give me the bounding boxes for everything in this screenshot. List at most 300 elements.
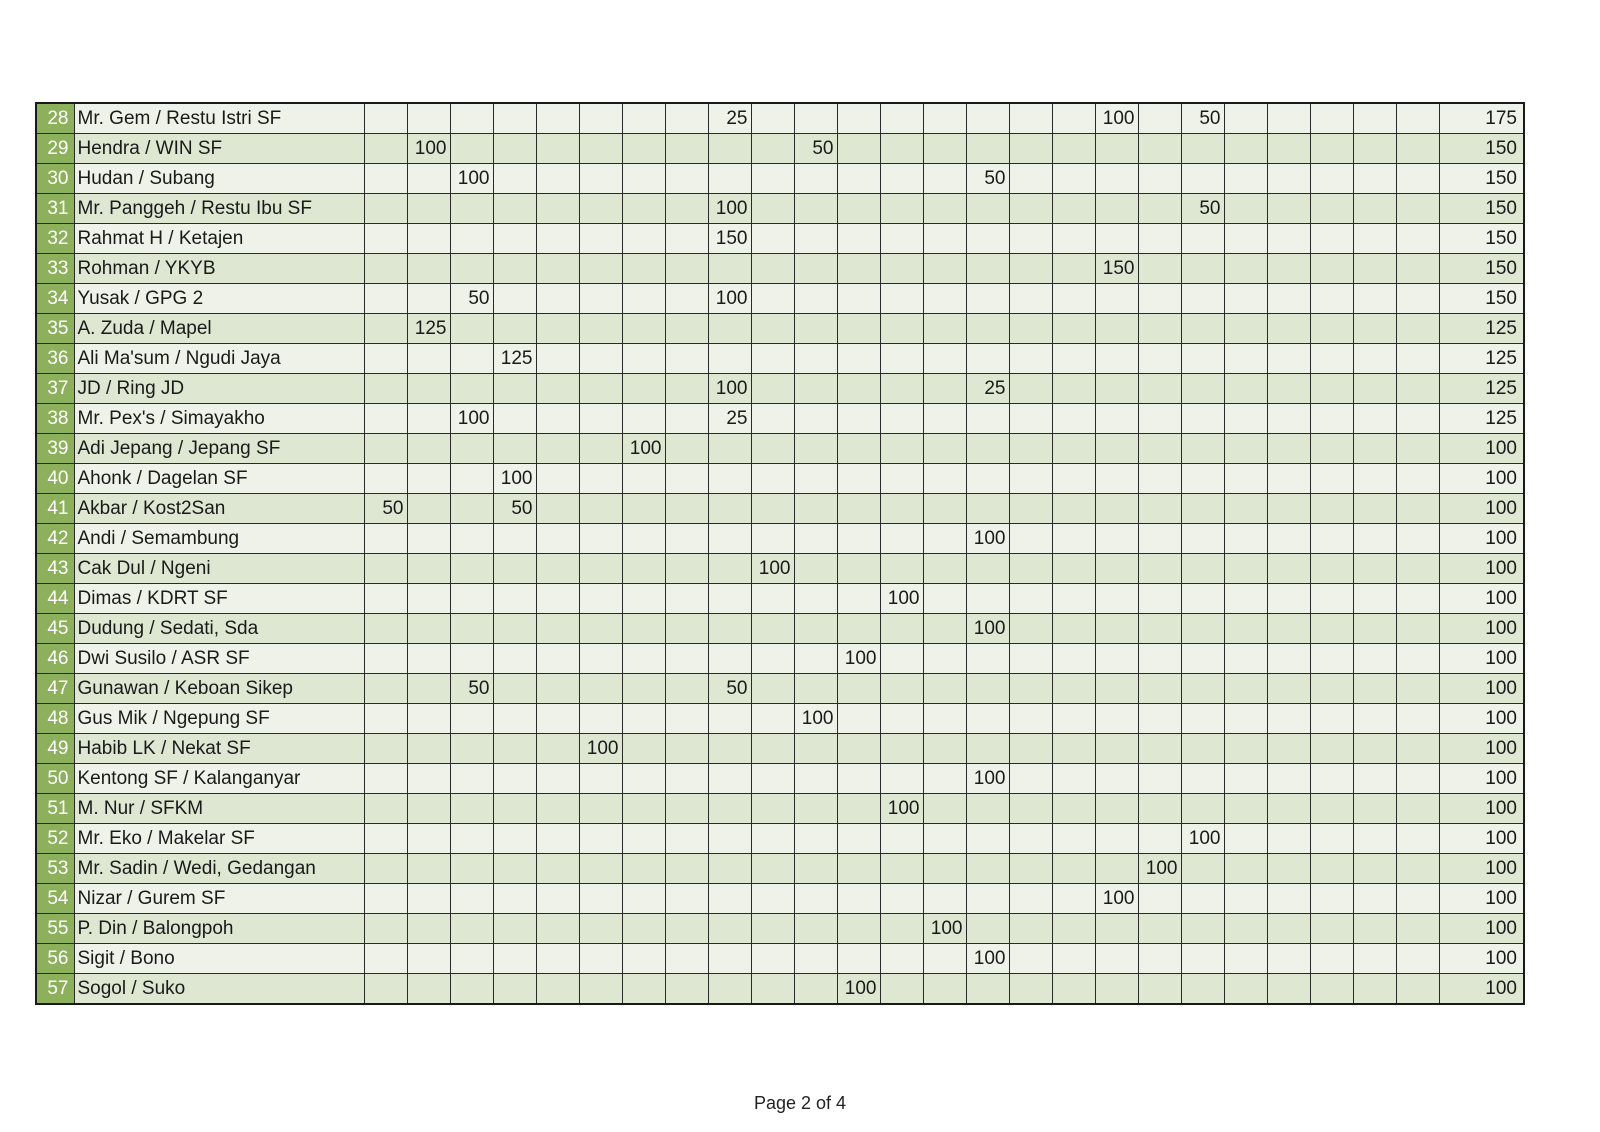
score-cell [1181, 224, 1224, 254]
score-cell [966, 734, 1009, 764]
score-cell [1267, 374, 1310, 404]
score-cell [1353, 224, 1396, 254]
score-cell [794, 824, 837, 854]
score-cell [1052, 404, 1095, 434]
rank-number: 53 [36, 854, 74, 884]
score-cell [1052, 944, 1095, 974]
score-cell [1095, 764, 1138, 794]
score-cell [579, 194, 622, 224]
score-cell [966, 344, 1009, 374]
score-cell [1224, 854, 1267, 884]
total-score: 100 [1439, 494, 1524, 524]
score-cell [880, 404, 923, 434]
table-row [36, 704, 1524, 734]
score-cell: 50 [708, 674, 751, 704]
score-cell [536, 404, 579, 434]
score-cell [1009, 224, 1052, 254]
score-cell [364, 344, 407, 374]
score-cell: 50 [1181, 103, 1224, 134]
score-cell [364, 584, 407, 614]
score-cell [1052, 134, 1095, 164]
participant-name: Dimas / KDRT SF [74, 584, 364, 614]
score-cell [794, 884, 837, 914]
score-cell [1310, 374, 1353, 404]
score-cell [665, 794, 708, 824]
score-cell [536, 584, 579, 614]
score-cell [1224, 794, 1267, 824]
score-cell [751, 464, 794, 494]
score-cell [1181, 644, 1224, 674]
table-row [36, 194, 1524, 224]
score-cell [450, 254, 493, 284]
score-cell [407, 674, 450, 704]
score-cell [1224, 374, 1267, 404]
score-cell [1310, 103, 1353, 134]
score-cell [364, 464, 407, 494]
score-cell [880, 254, 923, 284]
score-cell [1396, 374, 1439, 404]
score-cell [923, 434, 966, 464]
score-cell [751, 134, 794, 164]
total-score: 100 [1439, 854, 1524, 884]
score-cell [923, 854, 966, 884]
score-cell [622, 854, 665, 884]
table-row [36, 134, 1524, 164]
score-cell [794, 224, 837, 254]
participant-name: Kentong SF / Kalanganyar [74, 764, 364, 794]
score-cell [1009, 254, 1052, 284]
score-cell [1396, 464, 1439, 494]
score-cell [579, 554, 622, 584]
score-cell [364, 734, 407, 764]
score-cell [794, 164, 837, 194]
score-cell [794, 974, 837, 1005]
score-cell [880, 284, 923, 314]
score-cell [450, 103, 493, 134]
score-cell [536, 524, 579, 554]
score-cell [579, 284, 622, 314]
score-cell [966, 704, 1009, 734]
score-cell [665, 644, 708, 674]
score-cell [794, 944, 837, 974]
score-cell [1138, 103, 1181, 134]
score-cell [407, 224, 450, 254]
table-row [36, 734, 1524, 764]
score-cell: 50 [794, 134, 837, 164]
score-cell [1310, 494, 1353, 524]
score-cell [1267, 224, 1310, 254]
score-cell [1310, 464, 1353, 494]
score-cell [1396, 704, 1439, 734]
score-cell [450, 944, 493, 974]
score-cell [794, 284, 837, 314]
score-cell [1095, 674, 1138, 704]
score-cell [450, 974, 493, 1005]
score-cell [708, 944, 751, 974]
score-cell [837, 434, 880, 464]
score-cell [1396, 884, 1439, 914]
score-cell: 100 [966, 764, 1009, 794]
score-cell [407, 914, 450, 944]
score-cell [1138, 164, 1181, 194]
score-cell [1138, 464, 1181, 494]
score-cell [407, 824, 450, 854]
score-cell [1009, 464, 1052, 494]
score-cell [1009, 404, 1052, 434]
rank-number: 30 [36, 164, 74, 194]
score-cell [665, 284, 708, 314]
score-cell [364, 644, 407, 674]
score-cell [880, 224, 923, 254]
score-cell [622, 974, 665, 1005]
score-cell: 100 [493, 464, 536, 494]
score-cell [1181, 524, 1224, 554]
score-cell [1353, 134, 1396, 164]
score-cell [1009, 674, 1052, 704]
score-cell [1267, 164, 1310, 194]
score-cell [837, 103, 880, 134]
participant-name: Hudan / Subang [74, 164, 364, 194]
score-cell [665, 884, 708, 914]
score-cell [407, 554, 450, 584]
score-cell [536, 794, 579, 824]
score-cell [622, 224, 665, 254]
total-score: 150 [1439, 224, 1524, 254]
table-row [36, 314, 1524, 344]
score-cell [794, 494, 837, 524]
score-cell [407, 884, 450, 914]
score-cell [450, 134, 493, 164]
score-cell [579, 464, 622, 494]
score-cell [1353, 494, 1396, 524]
score-cell: 25 [708, 404, 751, 434]
score-cell [1224, 194, 1267, 224]
score-cell [665, 103, 708, 134]
score-cell [880, 194, 923, 224]
score-cell [1353, 854, 1396, 884]
score-cell: 25 [966, 374, 1009, 404]
score-cell [407, 194, 450, 224]
score-cell [966, 284, 1009, 314]
score-cell [579, 254, 622, 284]
score-cell [1052, 704, 1095, 734]
score-cell [364, 974, 407, 1005]
score-cell [579, 344, 622, 374]
score-cell [1267, 794, 1310, 824]
score-cell [493, 614, 536, 644]
participant-name: Adi Jepang / Jepang SF [74, 434, 364, 464]
score-cell [837, 404, 880, 434]
score-cell [923, 794, 966, 824]
score-cell [966, 464, 1009, 494]
score-cell [1353, 554, 1396, 584]
score-cell: 100 [794, 704, 837, 734]
score-cell [364, 404, 407, 434]
score-cell [751, 164, 794, 194]
score-cell [1224, 584, 1267, 614]
total-score: 175 [1439, 103, 1524, 134]
rank-number: 28 [36, 103, 74, 134]
score-cell [880, 764, 923, 794]
score-cell [1267, 464, 1310, 494]
score-cell [1181, 764, 1224, 794]
score-cell [536, 674, 579, 704]
score-cell [364, 704, 407, 734]
score-cell [880, 674, 923, 704]
score-cell [837, 674, 880, 704]
score-cell [1009, 734, 1052, 764]
score-cell [493, 103, 536, 134]
score-cell [622, 824, 665, 854]
table-row [36, 584, 1524, 614]
score-cell [1052, 254, 1095, 284]
score-cell [1310, 794, 1353, 824]
rank-number: 42 [36, 524, 74, 554]
score-cell [364, 224, 407, 254]
score-cell [1396, 944, 1439, 974]
total-score: 150 [1439, 254, 1524, 284]
score-cell [665, 134, 708, 164]
score-cell [1353, 314, 1396, 344]
score-cell [1224, 974, 1267, 1005]
score-cell [1095, 584, 1138, 614]
score-cell [364, 794, 407, 824]
score-cell [665, 404, 708, 434]
score-cell [493, 854, 536, 884]
score-cell [837, 464, 880, 494]
total-score: 100 [1439, 584, 1524, 614]
score-cell [407, 944, 450, 974]
score-cell [1353, 103, 1396, 134]
score-cell [966, 134, 1009, 164]
score-cell [1396, 764, 1439, 794]
score-cell [1052, 194, 1095, 224]
score-cell: 100 [708, 374, 751, 404]
score-cell [364, 764, 407, 794]
score-cell [1267, 704, 1310, 734]
score-cell [794, 764, 837, 794]
score-cell [1052, 854, 1095, 884]
score-cell [1181, 974, 1224, 1005]
score-cell [536, 224, 579, 254]
score-cell [1095, 914, 1138, 944]
score-cell [923, 134, 966, 164]
score-cell [1353, 584, 1396, 614]
total-score: 100 [1439, 614, 1524, 644]
score-cell [1052, 974, 1095, 1005]
score-cell [536, 134, 579, 164]
score-cell [1310, 284, 1353, 314]
score-cell [751, 434, 794, 464]
score-cell [1009, 103, 1052, 134]
participant-name: JD / Ring JD [74, 374, 364, 404]
score-cell [1396, 134, 1439, 164]
score-cell [1095, 434, 1138, 464]
score-cell: 125 [493, 344, 536, 374]
participant-name: Yusak / GPG 2 [74, 284, 364, 314]
score-cell [407, 734, 450, 764]
score-cell [536, 344, 579, 374]
score-cell [1267, 254, 1310, 284]
score-cell [923, 374, 966, 404]
participant-name: Gus Mik / Ngepung SF [74, 704, 364, 734]
score-cell [751, 734, 794, 764]
score-cell [1396, 434, 1439, 464]
score-cell [1224, 764, 1267, 794]
score-cell [1138, 734, 1181, 764]
score-cell [536, 614, 579, 644]
score-cell [923, 884, 966, 914]
score-cell [880, 734, 923, 764]
score-cell [1224, 284, 1267, 314]
rank-number: 55 [36, 914, 74, 944]
score-cell [665, 584, 708, 614]
score-cell [1396, 794, 1439, 824]
score-cell [1353, 614, 1396, 644]
score-cell: 100 [1095, 884, 1138, 914]
score-cell [1396, 974, 1439, 1005]
score-cell [837, 944, 880, 974]
participant-name: Sigit / Bono [74, 944, 364, 974]
score-cell [1267, 584, 1310, 614]
score-cell [665, 944, 708, 974]
score-cell [1224, 344, 1267, 374]
table-row [36, 644, 1524, 674]
score-cell [364, 554, 407, 584]
score-cell [536, 284, 579, 314]
score-cell [751, 314, 794, 344]
score-cell [1181, 614, 1224, 644]
score-cell [923, 254, 966, 284]
score-cell [1138, 584, 1181, 614]
score-cell [536, 494, 579, 524]
score-cell [1138, 134, 1181, 164]
score-cell [708, 314, 751, 344]
score-cell [450, 794, 493, 824]
score-cell [536, 254, 579, 284]
score-cell [579, 524, 622, 554]
score-cell [751, 884, 794, 914]
score-cell [450, 464, 493, 494]
score-cell [1009, 614, 1052, 644]
score-cell [708, 644, 751, 674]
score-cell: 100 [837, 644, 880, 674]
score-cell [837, 524, 880, 554]
score-cell [1181, 344, 1224, 374]
score-cell [837, 314, 880, 344]
score-cell: 150 [708, 224, 751, 254]
rank-number: 50 [36, 764, 74, 794]
results-table [35, 102, 1525, 1005]
score-cell [493, 254, 536, 284]
score-cell [837, 704, 880, 734]
table-row [36, 434, 1524, 464]
score-cell [1052, 164, 1095, 194]
score-cell: 100 [966, 614, 1009, 644]
score-cell [794, 854, 837, 884]
score-cell [536, 704, 579, 734]
rank-number: 41 [36, 494, 74, 524]
score-cell [1396, 284, 1439, 314]
score-cell [837, 884, 880, 914]
score-cell [923, 103, 966, 134]
score-cell [665, 254, 708, 284]
score-cell [966, 314, 1009, 344]
score-cell [1224, 464, 1267, 494]
score-cell [1353, 254, 1396, 284]
score-cell [1224, 134, 1267, 164]
score-cell [364, 254, 407, 284]
score-cell [1181, 434, 1224, 464]
score-cell [493, 734, 536, 764]
score-cell [1353, 704, 1396, 734]
score-cell [1095, 464, 1138, 494]
score-cell [1267, 644, 1310, 674]
score-cell [665, 614, 708, 644]
score-cell [622, 734, 665, 764]
score-cell [966, 494, 1009, 524]
score-cell [579, 854, 622, 884]
score-cell [665, 164, 708, 194]
score-cell [579, 704, 622, 734]
score-cell [923, 554, 966, 584]
score-cell [923, 404, 966, 434]
score-cell [1138, 284, 1181, 314]
score-cell [1267, 494, 1310, 524]
score-cell [1396, 164, 1439, 194]
score-cell [407, 974, 450, 1005]
score-cell [1009, 374, 1052, 404]
score-cell [923, 824, 966, 854]
score-cell [708, 794, 751, 824]
rank-number: 45 [36, 614, 74, 644]
score-cell [1181, 494, 1224, 524]
score-cell [665, 764, 708, 794]
score-cell [1009, 704, 1052, 734]
score-cell [880, 824, 923, 854]
score-cell [1396, 644, 1439, 674]
score-cell [1095, 494, 1138, 524]
score-cell [450, 584, 493, 614]
score-cell [579, 764, 622, 794]
score-cell [622, 494, 665, 524]
score-cell [751, 404, 794, 434]
score-cell [665, 494, 708, 524]
score-cell [751, 194, 794, 224]
score-cell [1310, 314, 1353, 344]
score-cell [708, 734, 751, 764]
rank-number: 46 [36, 644, 74, 674]
score-cell [1353, 374, 1396, 404]
score-cell [665, 914, 708, 944]
score-cell [622, 674, 665, 704]
score-cell [1052, 103, 1095, 134]
score-cell [1009, 584, 1052, 614]
score-cell [407, 614, 450, 644]
score-cell [1353, 524, 1396, 554]
score-cell [1138, 764, 1181, 794]
score-cell [1009, 854, 1052, 884]
score-cell [493, 434, 536, 464]
score-cell [536, 734, 579, 764]
score-cell [966, 194, 1009, 224]
table-row [36, 854, 1524, 884]
score-cell [450, 854, 493, 884]
score-cell [923, 974, 966, 1005]
score-cell [1138, 434, 1181, 464]
score-cell: 25 [708, 103, 751, 134]
score-cell [407, 584, 450, 614]
